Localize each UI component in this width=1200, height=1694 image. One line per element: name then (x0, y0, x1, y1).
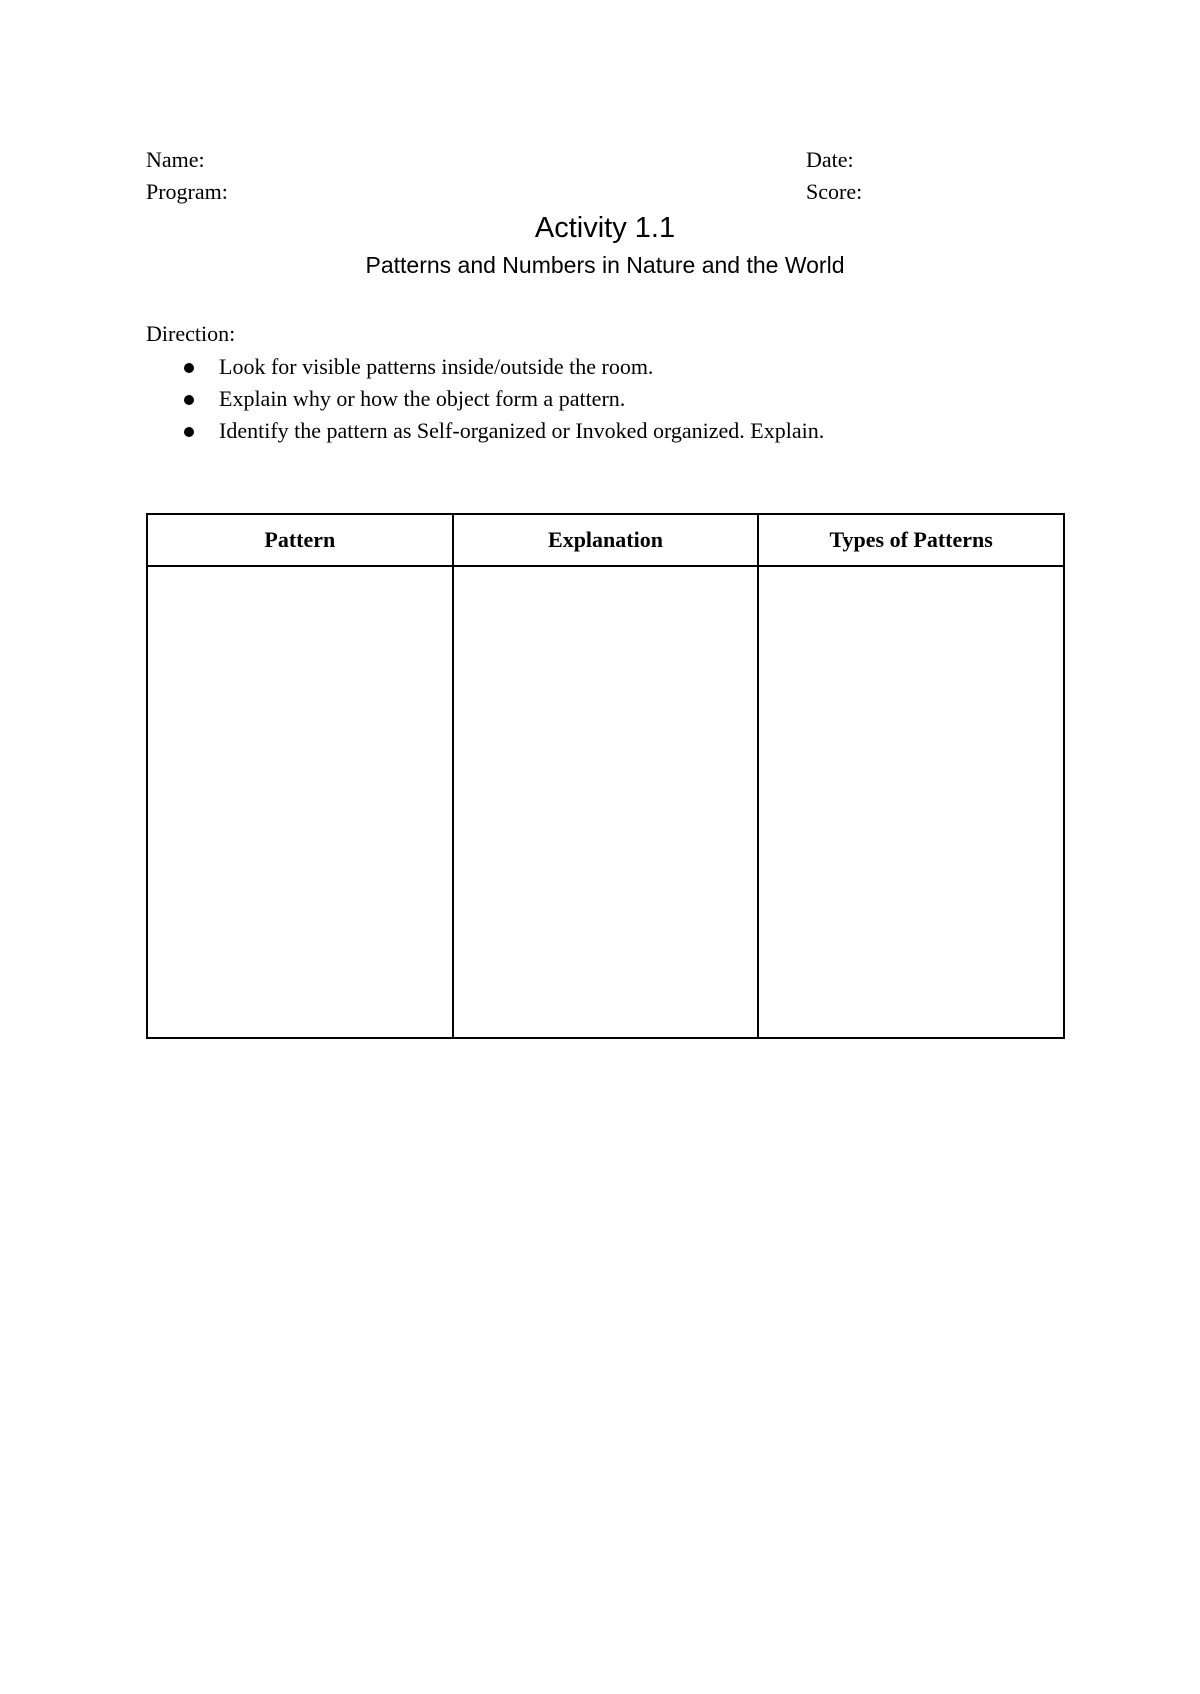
activity-title: Activity 1.1 (534, 212, 676, 244)
bullet-icon (184, 395, 194, 405)
table-row (147, 566, 1064, 1038)
explanation-cell[interactable] (453, 566, 759, 1038)
direction-item (146, 353, 824, 385)
table-header-row (147, 514, 1064, 566)
direction-label: Direction: (146, 321, 236, 346)
program-label: Program: (146, 179, 228, 204)
score-label: Score: (806, 179, 863, 204)
bullet-icon (184, 363, 194, 373)
types-of-patterns-cell[interactable] (758, 566, 1064, 1038)
direction-item-text: Explain why or how the object form a pattern. (219, 386, 626, 411)
header-explanation: Explanation (453, 514, 759, 566)
bullet-icon (184, 427, 194, 437)
activity-subtitle: Patterns and Numbers in Nature and the World (365, 252, 845, 278)
direction-item (146, 385, 824, 417)
direction-item-text: Identify the pattern as Self-organized or Invoked organized. Explain. (219, 418, 825, 443)
pattern-cell[interactable] (147, 566, 453, 1038)
direction-list (146, 353, 824, 449)
header-pattern: Pattern (147, 514, 453, 566)
direction-item-text: Look for visible patterns inside/outside the room. (219, 354, 654, 379)
name-label: Name: (146, 147, 205, 172)
date-label: Date: (806, 147, 854, 172)
pattern-table (146, 513, 1065, 1039)
direction-item (146, 417, 824, 449)
header-types-of-patterns: Types of Patterns (758, 514, 1064, 566)
